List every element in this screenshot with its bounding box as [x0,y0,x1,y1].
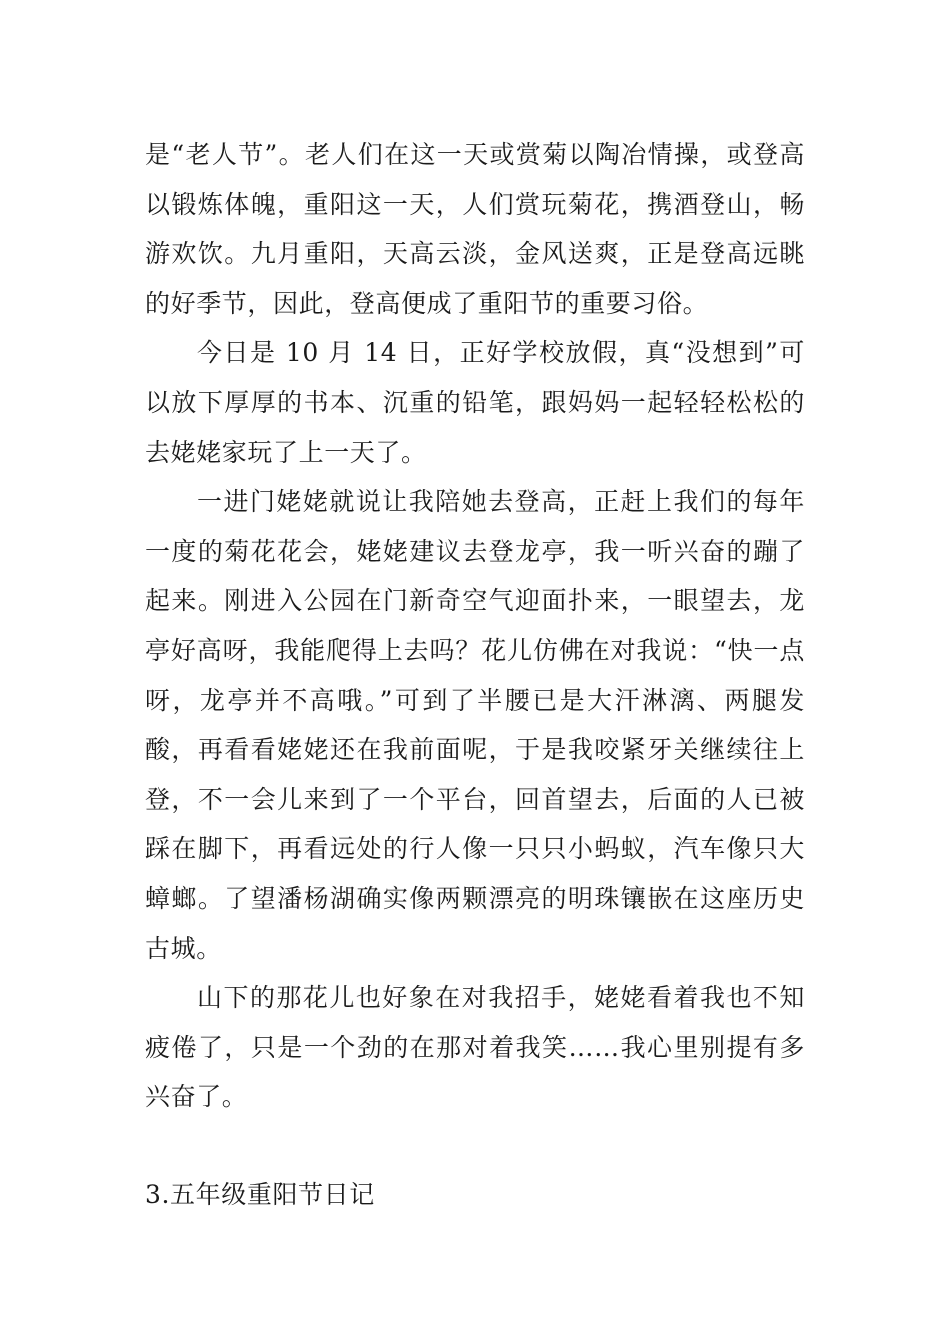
section-heading: 3.五年级重阳节日记 [145,1180,375,1209]
paragraph-4: 山下的那花儿也好象在对我招手，姥姥看着我也不知疲倦了，只是一个劲的在那对着我笑……我心里别提有多兴奋了。 [145,983,805,1112]
article-body [145,130,805,1122]
paragraph-1: 是“老人节”。老人们在这一天或赏菊以陶冶情操，或登高以锻炼体魄，重阳这一天，人们赏玩菊花，携酒登山，畅游欢饮。九月重阳，天高云淡，金风送爽，正是登高远眺的好季节，因此，登高便成了重阳节的重要习俗。 [145,140,805,318]
paragraph-3: 一进门姥姥就说让我陪她去登高，正赶上我们的每年一度的菊花花会，姥姥建议去登龙亭，我一听兴奋的蹦了起来。刚进入公园在门新奇空气迎面扑来，一眼望去，龙亭好高呀，我能爬得上去吗？花儿仿佛在对我说：“快一点呀，龙亭并不高哦。”可到了半腰已是大汗淋漓、两腿发酸，再看看姥姥还在我前面呢，于是我咬紧牙关继续往上登，不一会儿来到了一个平台，回首望去，后面的人已被踩在脚下，再看远处的行人像一只只小蚂蚁，汽车像只大蟑螂。了望潘杨湖确实像两颗漂亮的明珠镶嵌在这座历史古城。 [145,487,805,963]
paragraph-2: 今日是 10 月 14 日，正好学校放假，真“没想到”可以放下厚厚的书本、沉重的铅笔，跟妈妈一起轻轻松松的去姥姥家玩了上一天了。 [145,338,805,467]
